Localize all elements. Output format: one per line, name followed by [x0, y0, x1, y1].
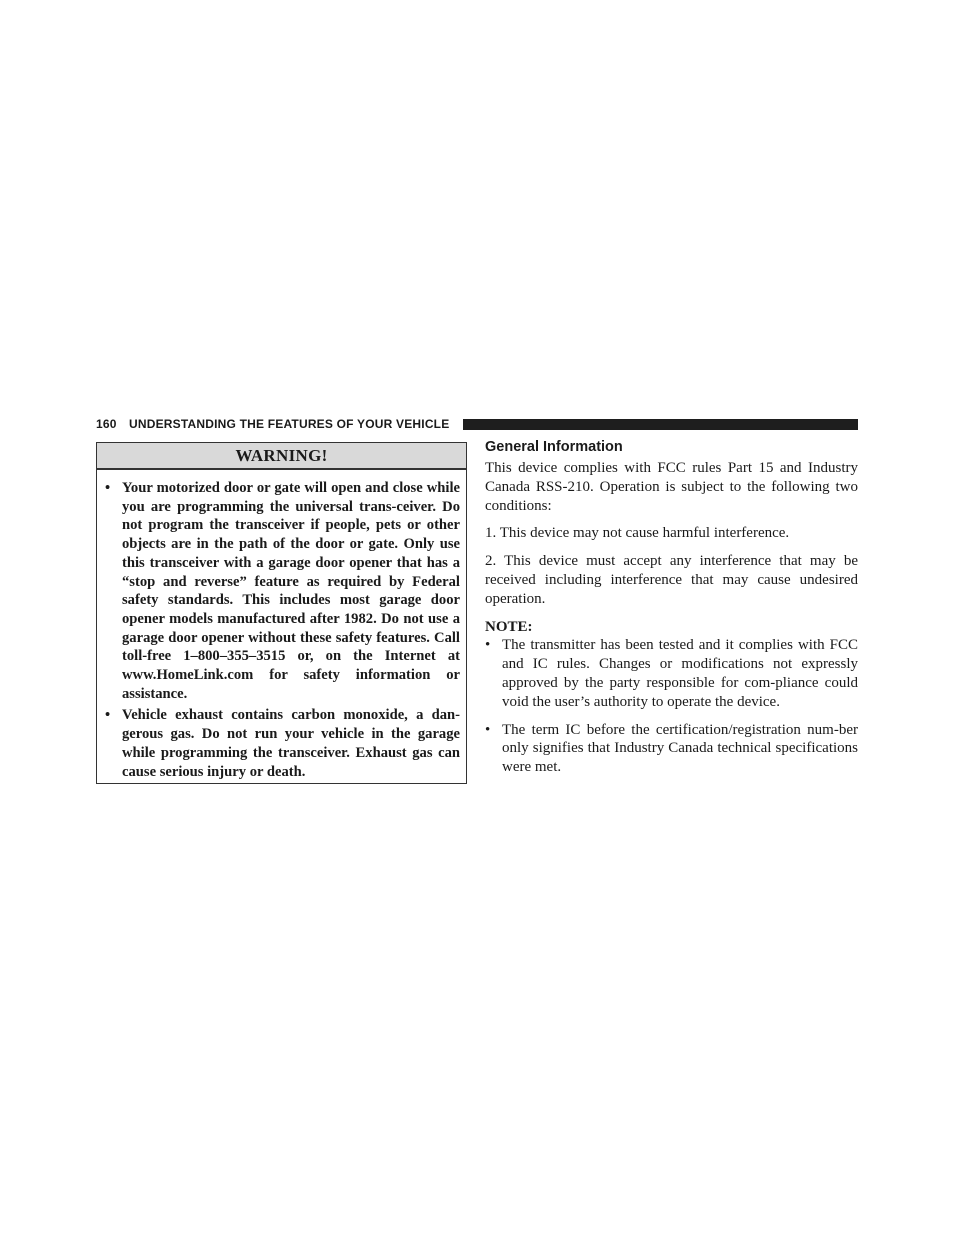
warning-item	[105, 479, 460, 703]
warning-title: WARNING!	[97, 443, 466, 470]
warning-list	[97, 470, 466, 781]
section-title: UNDERSTANDING THE FEATURES OF YOUR VEHICLE	[129, 417, 450, 431]
note-item	[485, 636, 858, 711]
warning-box	[96, 442, 467, 784]
note-item	[485, 721, 858, 777]
page-number: 160	[96, 417, 117, 431]
bullet-icon: •	[485, 721, 491, 738]
bullet-icon: •	[105, 707, 111, 724]
warning-item	[105, 706, 460, 781]
note-list	[485, 636, 858, 777]
warning-item-text: Vehicle exhaust contains carbon monoxide, a dan-gerous gas. Do not run your vehicle in the garage while programming the transceiver. Exhaust gas can cause serious injury or death.	[122, 707, 460, 780]
general-information-section	[485, 438, 858, 786]
warning-item-text: Your motorized door or gate will open and close while you are programming the universal trans-ceiver. Do not program the transceiver if people, pets or other objects are in the path of the door or gate. Only use this transceiver with a garage door opener that has a “stop and reverse” feature as required by Federal safety standards. This includes most garage door opener models manufactured after 1982. Do not use a garage door opener without these safety features. Call toll-free 1–800–355–3515 or, on the Internet at www.HomeLink.com for safety information or assistance.	[122, 480, 460, 702]
note-item-text: The term IC before the certification/registration num-ber only signifies that Industry Canada technical specifications were met.	[502, 721, 858, 776]
note-item-text: The transmitter has been tested and it complies with FCC and IC rules. Changes or modifications not expressly approved by the party responsible for com-pliance could void the user’s authority to operate the device.	[502, 637, 858, 710]
header-rule-bar	[463, 419, 858, 430]
page-header	[96, 416, 858, 434]
bullet-icon: •	[105, 480, 111, 496]
intro-paragraph: This device complies with FCC rules Part 15 and Industry Canada RSS-210. Operation is subject to the following two conditions:	[485, 460, 858, 514]
note-label: NOTE:	[485, 618, 533, 635]
bullet-icon: •	[485, 637, 491, 654]
condition-1: 1. This device may not cause harmful interference.	[485, 525, 790, 542]
condition-2: 2. This device must accept any interference that may be received including interference that may cause undesired operation.	[485, 553, 858, 607]
section-heading: General Information	[485, 439, 623, 455]
